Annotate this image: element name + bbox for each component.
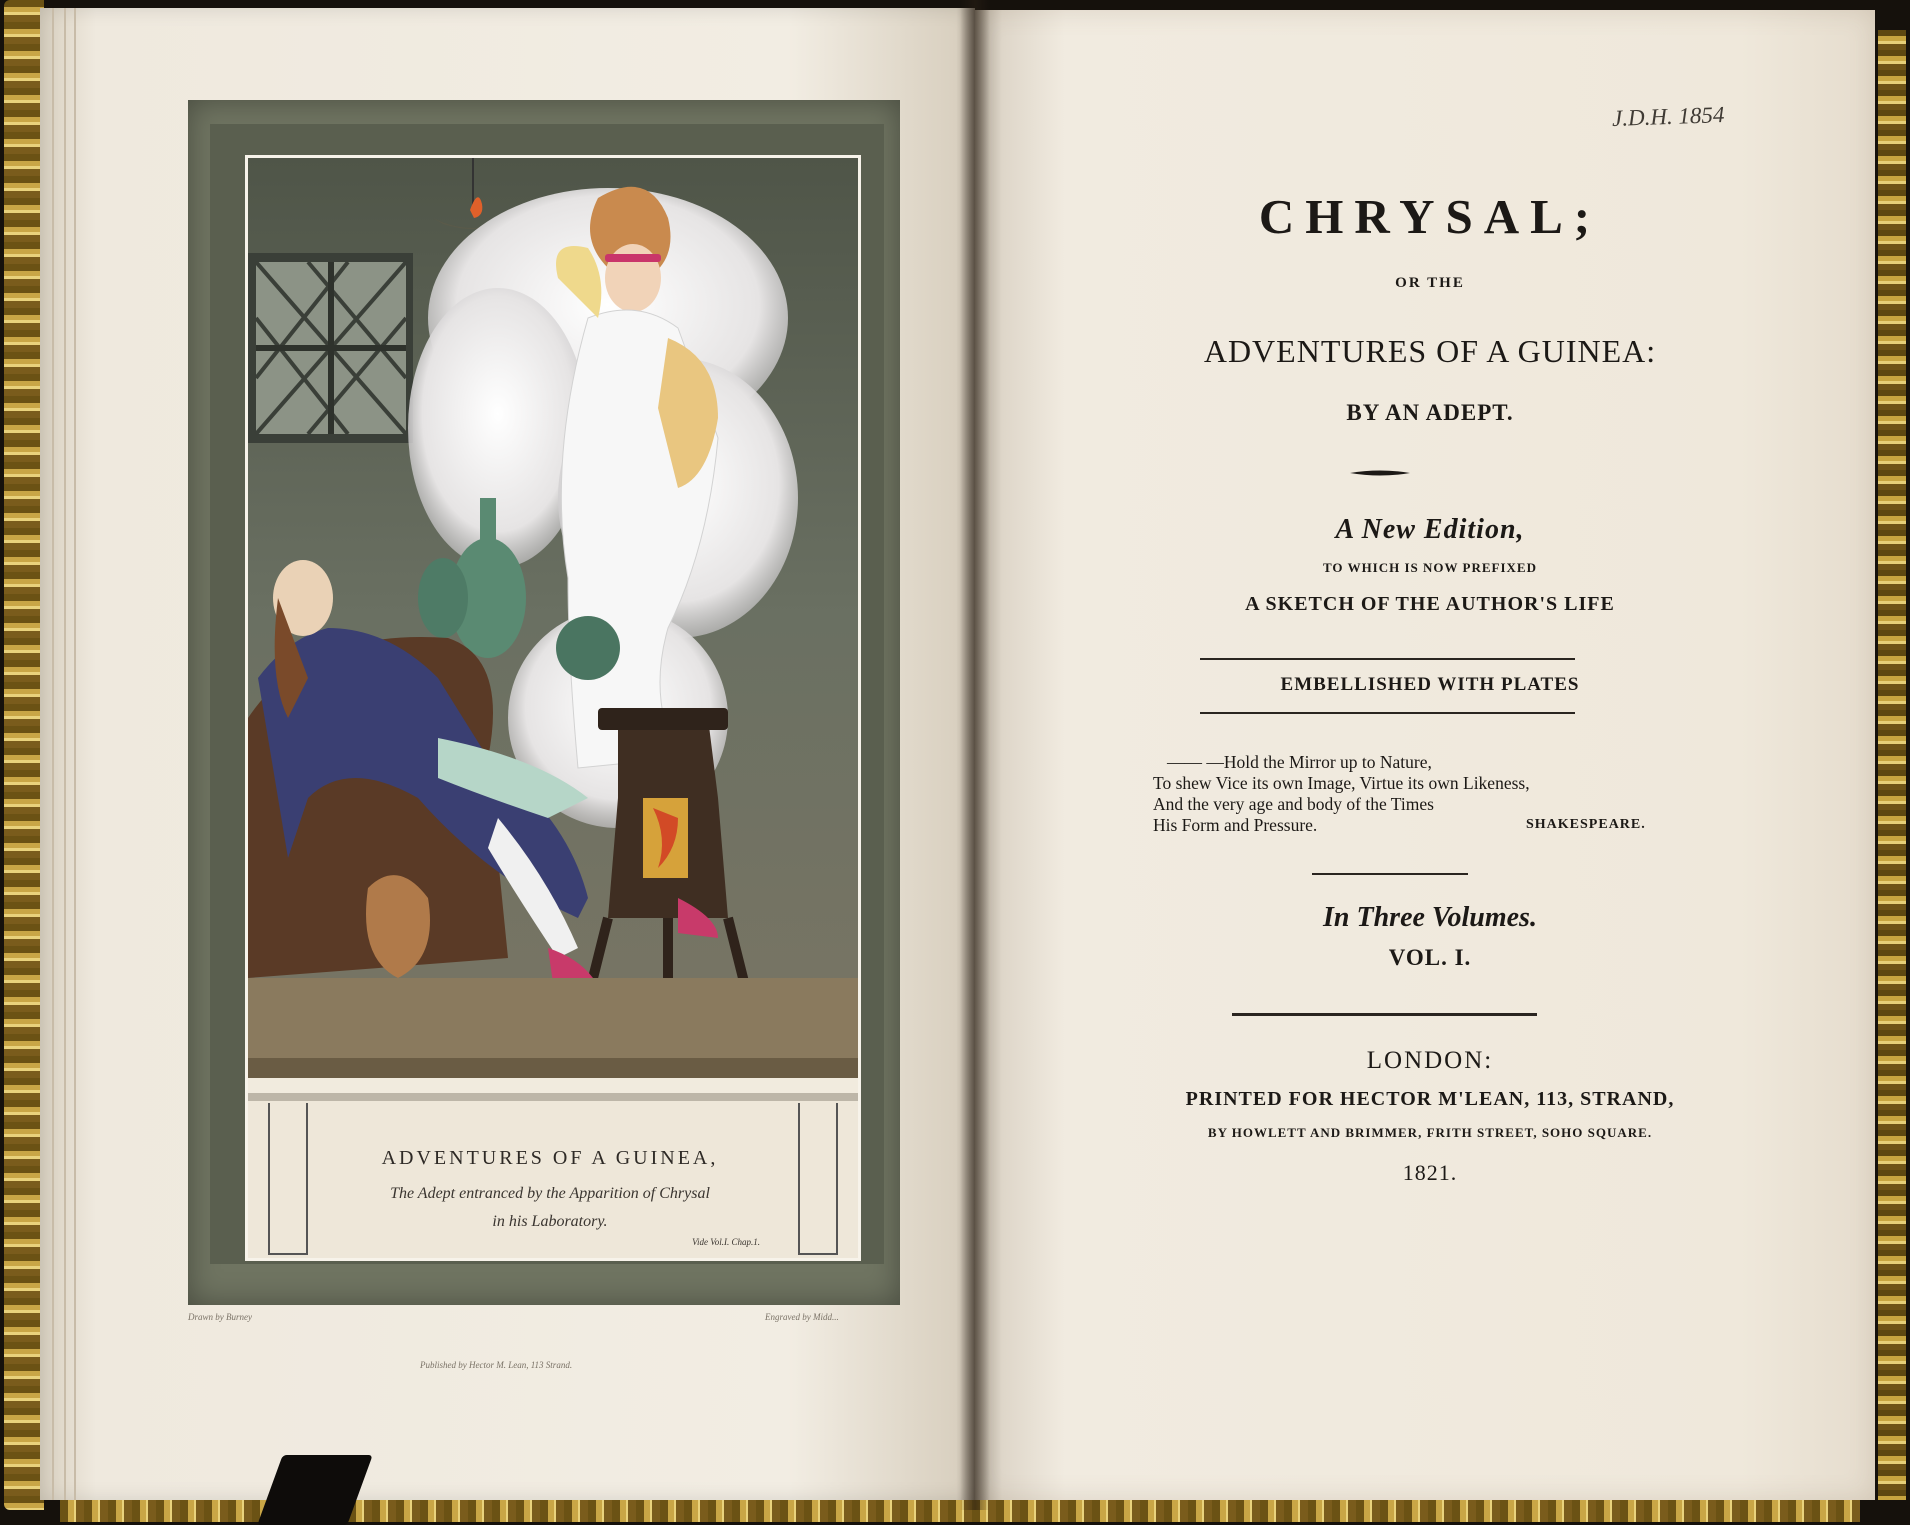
engraved-by-credit: Engraved by Midd... — [765, 1312, 839, 1322]
short-rule — [1312, 873, 1468, 875]
book-subtitle: ADVENTURES OF A GUINEA: — [1203, 333, 1657, 369]
epigraph-line: And the very age and body of the Times — [1153, 794, 1434, 814]
rule-below-plates — [1200, 712, 1575, 714]
book-title: CHRYSAL; — [1258, 189, 1602, 244]
gilt-edge-right — [1878, 30, 1906, 1500]
plate-caption-line-2: in his Laboratory. — [492, 1213, 608, 1230]
epigraph-line: His Form and Pressure. — [1153, 815, 1318, 835]
rule-above-imprint — [1232, 1013, 1537, 1016]
plate-caption-title: ADVENTURES OF A GUINEA, — [381, 1147, 719, 1169]
engraving-scene — [248, 158, 858, 1078]
plate-caption-reference: Vide Vol.I. Chap.1. — [692, 1237, 760, 1247]
or-the-line: OR THE — [1395, 275, 1465, 291]
prefixed-line: TO WHICH IS NOW PREFIXED — [1323, 560, 1537, 575]
epigraph-attribution: SHAKESPEARE. — [1526, 817, 1646, 832]
frontispiece-engraving — [245, 155, 861, 1261]
embellished-line: EMBELLISHED WITH PLATES — [1280, 674, 1580, 695]
plate-caption-line-1: The Adept entranced by the Apparition of Chrysal — [390, 1185, 710, 1202]
printer-line: BY HOWLETT AND BRIMMER, FRITH STREET, SOHO SQUARE. — [1207, 1125, 1653, 1140]
author-sketch-line: A SKETCH OF THE AUTHOR'S LIFE — [1245, 593, 1615, 615]
epigraph-line: To shew Vice its own Image, Virtue its own Likeness, — [1153, 773, 1530, 793]
rule-above-plates — [1200, 658, 1575, 660]
ownership-inscription: J.D.H. 1854 — [1611, 102, 1725, 131]
volume-number: VOL. I. — [1388, 945, 1472, 970]
gilt-edge-left — [4, 0, 44, 1510]
caption-pedestal — [248, 1093, 858, 1258]
book-gutter — [960, 0, 990, 1510]
imprint-place: LONDON: — [1366, 1047, 1494, 1074]
volumes-line: In Three Volumes. — [1323, 902, 1537, 933]
lattice-window — [248, 253, 413, 443]
author-line: BY AN ADEPT. — [1346, 400, 1514, 425]
drawn-by-credit: Drawn by Burney — [188, 1312, 252, 1322]
publication-year: 1821. — [1402, 1160, 1458, 1185]
publisher-imprint: Published by Hector M. Lean, 113 Strand. — [420, 1360, 573, 1370]
printed-for-line: PRINTED FOR HECTOR M'LEAN, 113, STRAND, — [1185, 1088, 1675, 1110]
ornament-rule — [1350, 468, 1410, 478]
edition-line: A New Edition, — [1335, 514, 1525, 545]
epigraph-line: —— —Hold the Mirror up to Nature, — [1167, 752, 1432, 772]
